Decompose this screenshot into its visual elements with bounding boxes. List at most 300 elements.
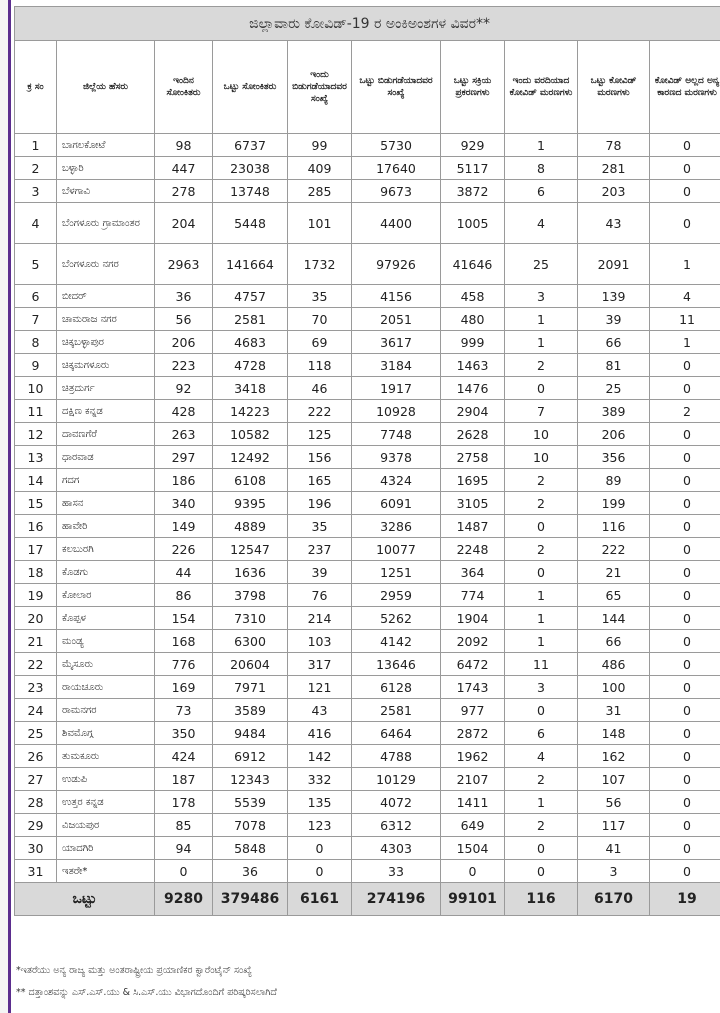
table-cell: 0 (505, 377, 578, 400)
totals-cell: 274196 (352, 883, 441, 916)
row-district-name: ದಾವಣಗೆರೆ (57, 423, 155, 446)
table-title: ಜಿಲ್ಲಾವಾರು ಕೋವಿಡ್-19 ರ ಅಂಕಿಅಂಶಗಳ ವಿವರ** (15, 7, 720, 41)
table-cell: 1 (650, 331, 720, 354)
table-cell: 149 (155, 515, 213, 538)
table-cell: 5448 (213, 203, 288, 244)
totals-cell: 99101 (441, 883, 505, 916)
table-cell: 135 (288, 791, 352, 814)
table-cell: 447 (155, 157, 213, 180)
table-cell: 4 (505, 203, 578, 244)
table-cell: 118 (288, 354, 352, 377)
table-cell: 9673 (352, 180, 441, 203)
table-cell: 6312 (352, 814, 441, 837)
col-header-today-discharged: ಇಂದು ಬಿಡುಗಡೆಯಾದವರ ಸಂಖ್ಯೆ (288, 41, 352, 134)
table-cell: 6472 (441, 653, 505, 676)
table-cell: 6 (505, 722, 578, 745)
table-cell: 999 (441, 331, 505, 354)
totals-cell: 379486 (213, 883, 288, 916)
table-cell: 9484 (213, 722, 288, 745)
table-cell: 3105 (441, 492, 505, 515)
table-cell: 0 (650, 676, 720, 699)
table-cell: 0 (650, 377, 720, 400)
table-cell: 178 (155, 791, 213, 814)
table-cell: 1 (505, 630, 578, 653)
table-cell: 4156 (352, 285, 441, 308)
table-cell: 3 (505, 676, 578, 699)
table-row (15, 377, 720, 400)
table-cell: 1732 (288, 244, 352, 285)
row-serial: 8 (15, 331, 57, 354)
table-cell: 76 (288, 584, 352, 607)
table-cell: 2872 (441, 722, 505, 745)
table-cell: 4 (505, 745, 578, 768)
table-row (15, 492, 720, 515)
table-cell: 6108 (213, 469, 288, 492)
table-cell: 317 (288, 653, 352, 676)
row-serial: 22 (15, 653, 57, 676)
table-cell: 86 (155, 584, 213, 607)
table-cell: 23038 (213, 157, 288, 180)
table-cell: 13748 (213, 180, 288, 203)
table-cell: 169 (155, 676, 213, 699)
row-serial: 4 (15, 203, 57, 244)
row-serial: 3 (15, 180, 57, 203)
table-cell: 3 (505, 285, 578, 308)
footnote: *ಇತರೆಯು ಅನ್ಯ ರಾಜ್ಯ ಮತ್ತು ಅಂತರಾಷ್ಟ್ರೀಯ ಪ್ರಯಾಣಿಕರ ಕ್ವಾರೆಂಟೈನ್ ಸಂಖ್ಯೆ (16, 965, 252, 976)
row-serial: 19 (15, 584, 57, 607)
table-row (15, 837, 720, 860)
table-cell: 98 (155, 134, 213, 157)
row-district-name: ಚಿಕ್ಕಬಳ್ಳಾಪುರ (57, 331, 155, 354)
table-cell: 0 (650, 630, 720, 653)
table-cell: 4889 (213, 515, 288, 538)
table-row (15, 157, 720, 180)
table-cell: 12492 (213, 446, 288, 469)
table-cell: 977 (441, 699, 505, 722)
table-cell: 36 (213, 860, 288, 883)
row-serial: 15 (15, 492, 57, 515)
table-cell: 0 (505, 699, 578, 722)
table-cell: 356 (578, 446, 650, 469)
row-serial: 29 (15, 814, 57, 837)
table-cell: 7971 (213, 676, 288, 699)
table-cell: 56 (578, 791, 650, 814)
table-cell: 332 (288, 768, 352, 791)
row-district-name: ಕೊಡಗು (57, 561, 155, 584)
table-cell: 458 (441, 285, 505, 308)
table-row (15, 308, 720, 331)
table-cell: 0 (505, 860, 578, 883)
table-cell: 168 (155, 630, 213, 653)
table-cell: 17640 (352, 157, 441, 180)
table-cell: 0 (650, 134, 720, 157)
table-cell: 776 (155, 653, 213, 676)
row-district-name: ಕೋಲಾರ (57, 584, 155, 607)
table-cell: 6 (505, 180, 578, 203)
table-cell: 2581 (213, 308, 288, 331)
table-cell: 165 (288, 469, 352, 492)
table-cell: 144 (578, 607, 650, 630)
table-cell: 0 (650, 423, 720, 446)
table-cell: 1487 (441, 515, 505, 538)
table-cell: 0 (288, 837, 352, 860)
table-cell: 7748 (352, 423, 441, 446)
table-cell: 186 (155, 469, 213, 492)
row-district-name: ಹಾಸನ (57, 492, 155, 515)
table-cell: 0 (650, 492, 720, 515)
table-cell: 12547 (213, 538, 288, 561)
table-row (15, 423, 720, 446)
col-header-active-cases: ಒಟ್ಟು ಸಕ್ರಿಯ ಪ್ರಕರಣಗಳು (441, 41, 505, 134)
table-row (15, 180, 720, 203)
table-cell: 121 (288, 676, 352, 699)
row-serial: 7 (15, 308, 57, 331)
totals-label: ಒಟ್ಟು (15, 883, 155, 916)
table-cell: 6737 (213, 134, 288, 157)
table-cell: 1504 (441, 837, 505, 860)
row-serial: 30 (15, 837, 57, 860)
table-cell: 0 (650, 607, 720, 630)
table-cell: 281 (578, 157, 650, 180)
table-cell: 3286 (352, 515, 441, 538)
row-serial: 18 (15, 561, 57, 584)
table-cell: 4728 (213, 354, 288, 377)
table-cell: 10582 (213, 423, 288, 446)
table-cell: 0 (650, 860, 720, 883)
table-cell: 6091 (352, 492, 441, 515)
table-cell: 148 (578, 722, 650, 745)
table-cell: 222 (288, 400, 352, 423)
table-row (15, 653, 720, 676)
table-row (15, 515, 720, 538)
table-cell: 2758 (441, 446, 505, 469)
table-cell: 70 (288, 308, 352, 331)
table-cell: 11 (650, 308, 720, 331)
table-row (15, 584, 720, 607)
table-cell: 4400 (352, 203, 441, 244)
table-cell: 2904 (441, 400, 505, 423)
table-cell: 65 (578, 584, 650, 607)
table-cell: 92 (155, 377, 213, 400)
table-row (15, 446, 720, 469)
totals-row (15, 883, 720, 916)
table-cell: 4683 (213, 331, 288, 354)
table-cell: 409 (288, 157, 352, 180)
table-cell: 1 (505, 308, 578, 331)
row-serial: 1 (15, 134, 57, 157)
table-cell: 0 (650, 837, 720, 860)
row-serial: 10 (15, 377, 57, 400)
table-cell: 223 (155, 354, 213, 377)
table-cell: 3798 (213, 584, 288, 607)
table-cell: 416 (288, 722, 352, 745)
table-cell: 0 (650, 699, 720, 722)
col-header-total-discharged: ಒಟ್ಟು ಬಿಡುಗಡೆಯಾದವರ ಸಂಖ್ಯೆ (352, 41, 441, 134)
table-cell: 0 (650, 768, 720, 791)
row-district-name: ಹಾವೇರಿ (57, 515, 155, 538)
table-cell: 12343 (213, 768, 288, 791)
table-cell: 4 (650, 285, 720, 308)
table-row (15, 676, 720, 699)
table-cell: 203 (578, 180, 650, 203)
col-header-non-covid-deaths: ಕೋವಿಡ್ ಅಲ್ಲದ ಅನ್ಯ ಕಾರಣದ ಮರಣಗಳು (650, 41, 720, 134)
table-cell: 3589 (213, 699, 288, 722)
row-district-name: ಬಾಗಲಕೋಟೆ (57, 134, 155, 157)
table-cell: 0 (650, 814, 720, 837)
table-cell: 4303 (352, 837, 441, 860)
table-cell: 0 (650, 653, 720, 676)
table-row (15, 722, 720, 745)
col-header-serial: ಕ್ರ ಸಂ (15, 41, 57, 134)
table-cell: 2 (505, 492, 578, 515)
table-cell: 424 (155, 745, 213, 768)
table-cell: 33 (352, 860, 441, 883)
row-district-name: ಬೆಂಗಳೂರು ನಗರ (57, 244, 155, 285)
table-cell: 237 (288, 538, 352, 561)
table-cell: 139 (578, 285, 650, 308)
table-cell: 389 (578, 400, 650, 423)
table-cell: 103 (288, 630, 352, 653)
table-cell: 99 (288, 134, 352, 157)
table-cell: 107 (578, 768, 650, 791)
table-cell: 0 (650, 561, 720, 584)
table-cell: 226 (155, 538, 213, 561)
table-cell: 141664 (213, 244, 288, 285)
table-cell: 0 (650, 157, 720, 180)
table-cell: 43 (578, 203, 650, 244)
row-district-name: ಚಿಕ್ಕಮಗಳೂರು (57, 354, 155, 377)
row-district-name: ಚಿತ್ರದುರ್ಗ (57, 377, 155, 400)
table-cell: 7 (505, 400, 578, 423)
district-covid-table (14, 6, 720, 916)
table-cell: 5117 (441, 157, 505, 180)
table-cell: 25 (505, 244, 578, 285)
table-cell: 35 (288, 285, 352, 308)
table-cell: 7078 (213, 814, 288, 837)
table-row (15, 699, 720, 722)
table-cell: 1463 (441, 354, 505, 377)
table-row (15, 400, 720, 423)
table-cell: 0 (650, 203, 720, 244)
table-cell: 0 (650, 538, 720, 561)
table-cell: 6128 (352, 676, 441, 699)
table-cell: 297 (155, 446, 213, 469)
table-cell: 156 (288, 446, 352, 469)
table-cell: 649 (441, 814, 505, 837)
table-cell: 66 (578, 630, 650, 653)
table-cell: 3 (578, 860, 650, 883)
row-district-name: ವಿಜಯಪುರ (57, 814, 155, 837)
table-cell: 2 (505, 354, 578, 377)
row-district-name: ರಾಮನಗರ (57, 699, 155, 722)
table-cell: 2 (505, 469, 578, 492)
row-serial: 11 (15, 400, 57, 423)
totals-cell: 9280 (155, 883, 213, 916)
row-serial: 2 (15, 157, 57, 180)
table-cell: 43 (288, 699, 352, 722)
col-header-total-deaths: ಒಟ್ಟು ಕೋವಿಡ್ ಮರಣಗಳು (578, 41, 650, 134)
table-cell: 774 (441, 584, 505, 607)
table-cell: 41 (578, 837, 650, 860)
table-cell: 2 (505, 768, 578, 791)
table-cell: 162 (578, 745, 650, 768)
table-cell: 1636 (213, 561, 288, 584)
table-cell: 0 (650, 180, 720, 203)
table-cell: 1476 (441, 377, 505, 400)
table-row (15, 203, 720, 244)
table-cell: 8 (505, 157, 578, 180)
row-district-name: ಬಳ್ಳಾರಿ (57, 157, 155, 180)
table-row (15, 814, 720, 837)
table-cell: 4788 (352, 745, 441, 768)
row-district-name: ಬೆಳಗಾವಿ (57, 180, 155, 203)
table-cell: 0 (155, 860, 213, 883)
table-cell: 486 (578, 653, 650, 676)
title-row (15, 7, 720, 41)
table-cell: 3184 (352, 354, 441, 377)
totals-cell: 6170 (578, 883, 650, 916)
table-cell: 3872 (441, 180, 505, 203)
table-cell: 41646 (441, 244, 505, 285)
table-row (15, 607, 720, 630)
table-cell: 929 (441, 134, 505, 157)
row-serial: 21 (15, 630, 57, 653)
table-cell: 2 (505, 814, 578, 837)
table-cell: 199 (578, 492, 650, 515)
table-cell: 222 (578, 538, 650, 561)
table-cell: 2628 (441, 423, 505, 446)
table-cell: 278 (155, 180, 213, 203)
row-serial: 28 (15, 791, 57, 814)
table-cell: 1251 (352, 561, 441, 584)
table-cell: 85 (155, 814, 213, 837)
row-district-name: ದಕ್ಷಿಣ ಕನ್ನಡ (57, 400, 155, 423)
table-cell: 214 (288, 607, 352, 630)
table-cell: 6464 (352, 722, 441, 745)
table-cell: 0 (650, 722, 720, 745)
table-cell: 10 (505, 423, 578, 446)
table-cell: 31 (578, 699, 650, 722)
table-cell: 94 (155, 837, 213, 860)
table-cell: 9378 (352, 446, 441, 469)
table-cell: 6912 (213, 745, 288, 768)
table-row (15, 791, 720, 814)
covid-stats-sheet (14, 6, 720, 916)
table-cell: 35 (288, 515, 352, 538)
table-cell: 44 (155, 561, 213, 584)
table-cell: 4324 (352, 469, 441, 492)
col-header-today-cases: ಇಂದಿನ ಸೋಂಕಿತರು (155, 41, 213, 134)
table-cell: 480 (441, 308, 505, 331)
table-cell: 1 (505, 331, 578, 354)
table-cell: 0 (650, 354, 720, 377)
row-serial: 26 (15, 745, 57, 768)
table-cell: 1695 (441, 469, 505, 492)
row-district-name: ಧಾರವಾಡ (57, 446, 155, 469)
col-header-district: ಜಿಲ್ಲೆಯ ಹೆಸರು (57, 41, 155, 134)
table-cell: 350 (155, 722, 213, 745)
row-district-name: ಉತ್ತರ ಕನ್ನಡ (57, 791, 155, 814)
row-district-name: ಕಲಬುರಗಿ (57, 538, 155, 561)
table-cell: 46 (288, 377, 352, 400)
table-body (15, 134, 720, 883)
table-cell: 0 (650, 745, 720, 768)
totals-cell: 19 (650, 883, 720, 916)
row-district-name: ಬೆಂಗಳೂರು ಗ್ರಾಮಾಂತರ (57, 203, 155, 244)
table-cell: 1 (505, 791, 578, 814)
row-district-name: ಬೀದರ್ (57, 285, 155, 308)
table-cell: 1743 (441, 676, 505, 699)
table-cell: 14223 (213, 400, 288, 423)
table-row (15, 134, 720, 157)
table-cell: 2959 (352, 584, 441, 607)
row-serial: 17 (15, 538, 57, 561)
table-cell: 66 (578, 331, 650, 354)
row-serial: 20 (15, 607, 57, 630)
row-district-name: ರಾಯಚೂರು (57, 676, 155, 699)
table-cell: 2 (650, 400, 720, 423)
table-row (15, 244, 720, 285)
table-cell: 1917 (352, 377, 441, 400)
table-cell: 2091 (578, 244, 650, 285)
table-cell: 0 (650, 515, 720, 538)
table-cell: 97926 (352, 244, 441, 285)
footnotes (16, 960, 277, 1004)
table-cell: 2963 (155, 244, 213, 285)
row-serial: 25 (15, 722, 57, 745)
table-cell: 3617 (352, 331, 441, 354)
table-cell: 2092 (441, 630, 505, 653)
table-cell: 1 (650, 244, 720, 285)
row-serial: 6 (15, 285, 57, 308)
row-district-name: ಮೈಸೂರು (57, 653, 155, 676)
table-cell: 10 (505, 446, 578, 469)
table-cell: 39 (288, 561, 352, 584)
totals-cell: 6161 (288, 883, 352, 916)
table-cell: 0 (505, 561, 578, 584)
row-district-name: ಗದಗ (57, 469, 155, 492)
table-cell: 2051 (352, 308, 441, 331)
table-row (15, 768, 720, 791)
table-row (15, 354, 720, 377)
table-row (15, 538, 720, 561)
row-serial: 5 (15, 244, 57, 285)
table-cell: 123 (288, 814, 352, 837)
row-serial: 12 (15, 423, 57, 446)
table-cell: 36 (155, 285, 213, 308)
table-row (15, 860, 720, 883)
table-cell: 340 (155, 492, 213, 515)
table-cell: 56 (155, 308, 213, 331)
table-cell: 206 (578, 423, 650, 446)
row-serial: 13 (15, 446, 57, 469)
table-cell: 2248 (441, 538, 505, 561)
table-cell: 20604 (213, 653, 288, 676)
table-cell: 1962 (441, 745, 505, 768)
table-cell: 0 (650, 791, 720, 814)
table-cell: 69 (288, 331, 352, 354)
table-cell: 0 (650, 584, 720, 607)
col-header-total-cases: ಒಟ್ಟು ಸೋಂಕಿತರು (213, 41, 288, 134)
footnote: ** ದತ್ತಾಂಶವನ್ನು ಎಸ್.ಎಸ್.ಯು & ಸಿ.ಎಸ್.ಯು ವಿಭಾಗದೊಂದಿಗೆ ಪರಿಷ್ಕರಿಸಲಾಗಿದೆ (16, 987, 277, 998)
row-serial: 23 (15, 676, 57, 699)
table-cell: 10928 (352, 400, 441, 423)
table-cell: 142 (288, 745, 352, 768)
table-cell: 116 (578, 515, 650, 538)
table-cell: 9395 (213, 492, 288, 515)
table-cell: 4757 (213, 285, 288, 308)
table-cell: 125 (288, 423, 352, 446)
